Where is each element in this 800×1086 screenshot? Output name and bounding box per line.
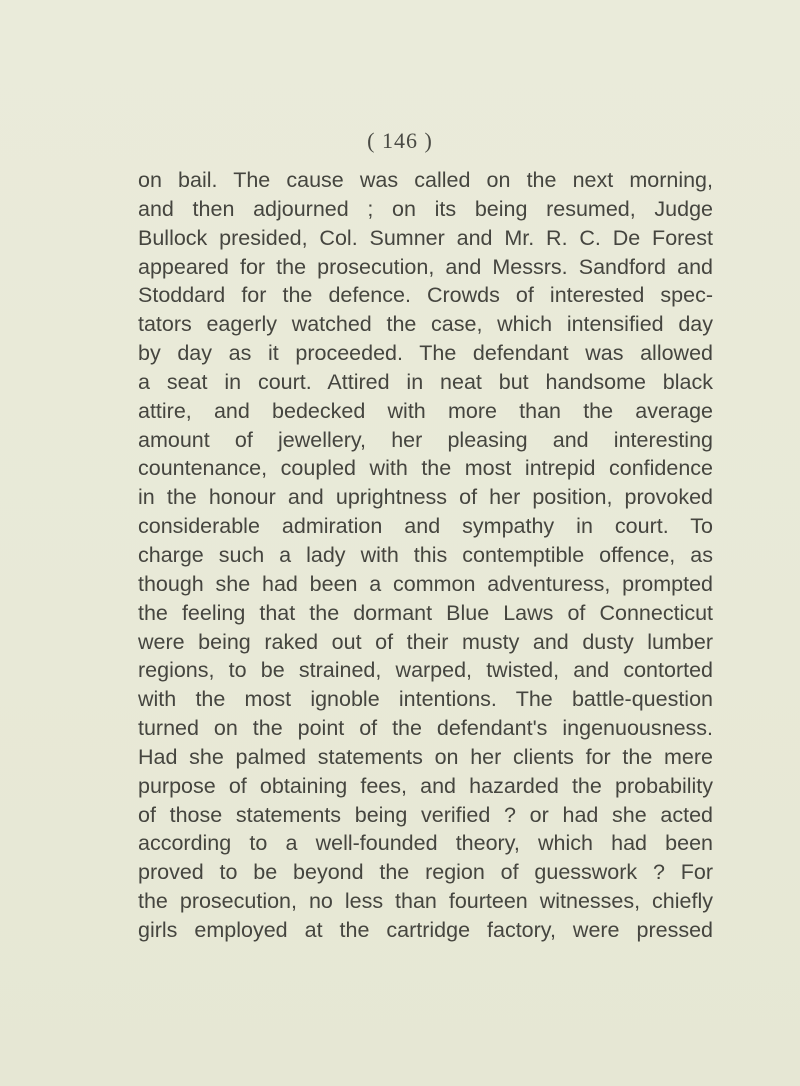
text-line: Stoddard for the defence. Crowds of interested spec- [138,283,713,308]
text-line: on bail. The cause was called on the next morning, [138,168,713,192]
text-line: proved to be beyond the region of guesswork ? For [138,860,713,885]
text-line: appeared for the prosecution, and Messrs. Sandford and [138,254,713,279]
text-line: in the honour and uprightness of her position, provoked [138,485,713,510]
text-line: and then adjourned ; on its being resumed, Judge [138,196,713,221]
text-line: a seat in court. Attired in neat but handsome black [138,369,713,394]
text-line: regions, to be strained, warped, twisted, and contorted [138,658,713,683]
text-line: the feeling that the dormant Blue Laws of Connecticut [138,600,713,625]
text-line: were being raked out of their musty and dusty lumber [138,629,713,654]
text-line: with the most ignoble intentions. The battle-question [138,687,713,712]
page-number: ( 146 ) [367,128,433,153]
text-line: Bullock presided, Col. Sumner and Mr. R. C. De Forest [138,225,713,250]
text-line: though she had been a common adventuress, prompted [138,571,713,596]
text-line: attire, and bedecked with more than the average [138,398,713,423]
text-line: girls employed at the cartridge factory, were pressed [138,917,713,942]
body-paragraph [138,166,713,945]
text-line: the prosecution, no less than fourteen witnesses, chiefly [138,889,713,914]
text-line: countenance, coupled with the most intrepid confidence [138,456,713,481]
text-line: purpose of obtaining fees, and hazarded the probability [138,773,713,798]
text-line: according to a well-founded theory, which had been [138,831,713,856]
text-line: charge such a lady with this contemptible offence, as [138,542,713,567]
text-line: of those statements being verified ? or had she acted [138,802,713,827]
text-line: tators eagerly watched the case, which intensified day [138,312,713,337]
text-line: considerable admiration and sympathy in court. To [138,514,713,539]
text-line: amount of jewellery, her pleasing and interesting [138,427,713,452]
text-line: Had she palmed statements on her clients for the mere [138,744,713,769]
text-line: by day as it proceeded. The defendant was allowed [138,341,713,366]
text-line: turned on the point of the defendant's ingenuousness. [138,716,713,741]
